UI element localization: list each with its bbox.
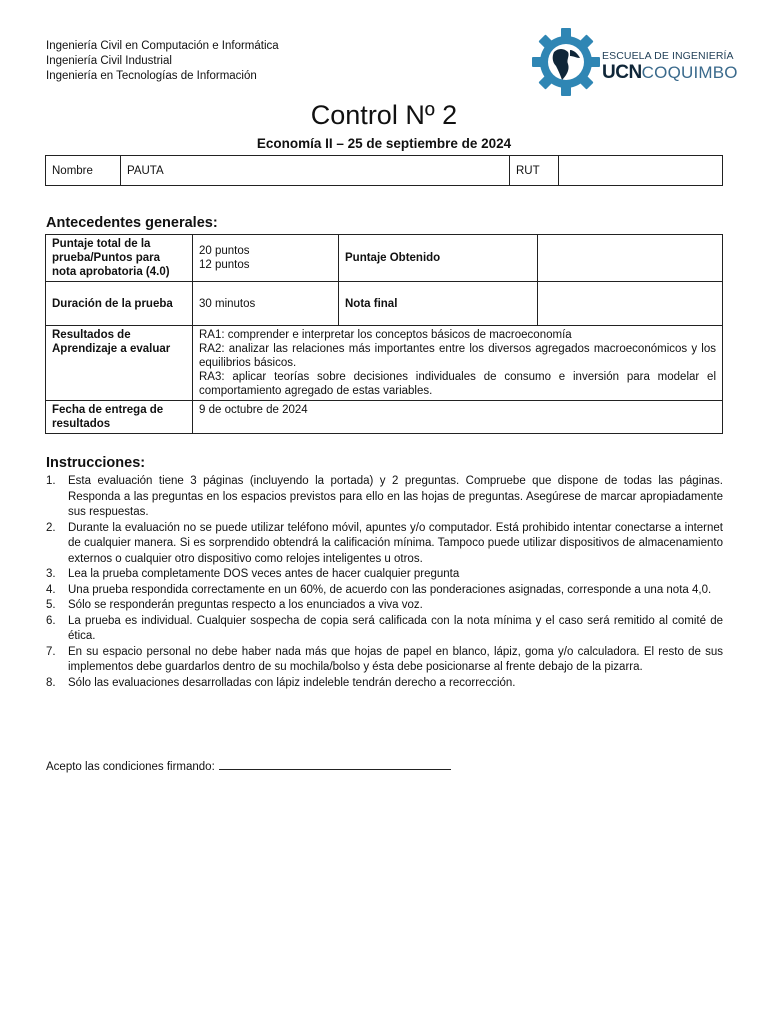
instructions-list (46, 474, 723, 691)
name-label: Nombre (46, 156, 121, 186)
score-values (193, 235, 339, 282)
item-number: 1. (46, 475, 56, 487)
rut-label: RUT (510, 156, 559, 186)
name-value[interactable]: PAUTA (121, 156, 510, 186)
item-text: Durante la evaluación no se puede utilizar teléfono móvil, apuntes y/o computador. Está prohibido intentar conectarse a internet de cualquier manera. Si es sorprendido obtendrá la calificación mínima. Tampoco puede utilizar dispositivos de almacenamiento externos o cualquier otro dispositivo como relojes inteligentes u otros. (68, 521, 723, 565)
item-text: Lea la prueba completamente DOS veces antes de hacer cualquier pregunta (68, 568, 460, 580)
program-line: Ingeniería Civil en Computación e Informática (46, 40, 279, 52)
item-number: 2. (46, 521, 56, 534)
results-list (193, 326, 723, 401)
logo-line: ESCUELA DE INGENIERÍA (602, 50, 734, 62)
signature-label: Acepto las condiciones firmando: (46, 761, 215, 773)
duration-label: Duración de la prueba (46, 282, 193, 326)
result-item: RA1: comprender e interpretar los conceptos básicos de macroeconomía (199, 329, 572, 341)
antecedentes-heading: Antecedentes generales: (46, 215, 218, 231)
list-item (46, 598, 723, 614)
item-number: 7. (46, 645, 56, 658)
list-item (46, 583, 723, 599)
list-item (46, 567, 723, 583)
list-item (46, 614, 723, 645)
school-logo (530, 26, 738, 98)
list-item (46, 474, 723, 521)
item-number: 8. (46, 676, 56, 689)
program-line: Ingeniería Civil Industrial (46, 55, 172, 67)
item-text: Sólo las evaluaciones desarrolladas con lápiz indeleble tendrán derecho a recorrección. (68, 676, 516, 689)
delivery-label: Fecha de entrega de resultados (46, 401, 193, 434)
score-total: 20 puntos (199, 245, 250, 257)
result-item: RA3: aplicar teorías sobre decisiones individuales de consumo e inversión para modelar el comportamiento agregado de estas variables. (199, 371, 716, 397)
rut-value[interactable] (559, 156, 723, 186)
obtained-value[interactable] (538, 235, 723, 282)
page-subtitle: Economía II – 25 de septiembre de 2024 (256, 136, 512, 151)
duration-value: 30 minutos (193, 282, 339, 326)
signature-row (46, 759, 451, 773)
signature-line[interactable] (219, 759, 451, 770)
item-text: Una prueba respondida correctamente en un 60%, de acuerdo con las ponderaciones asignadas, corresponde a una nota 4,0. (68, 583, 712, 596)
instructions-heading: Instrucciones: (46, 455, 146, 471)
list-item (46, 645, 723, 676)
item-text: Sólo se responderán preguntas respecto a los enunciados a viva voz. (68, 599, 423, 611)
antecedentes-table (45, 234, 723, 434)
list-item (46, 521, 723, 568)
item-text: En su espacio personal no debe haber nada más que hojas de papel en blanco, lápiz, goma y/o calculadora. El resto de sus implementos debe guardarlos dentro de su mochila/bolso y ésta debe posicionarse al frente debajo de la pizarra. (68, 645, 723, 673)
gear-globe-icon (530, 26, 602, 98)
student-table (45, 155, 723, 186)
item-number: 3. (46, 568, 56, 580)
program-line: Ingeniería en Tecnologías de Información (46, 70, 257, 82)
results-label: Resultados de Aprendizaje a evaluar (46, 326, 193, 401)
obtained-label: Puntaje Obtenido (339, 235, 538, 282)
list-item (46, 676, 723, 692)
page-title: Control Nº 2 (310, 100, 458, 130)
logo-wordmark (602, 62, 738, 84)
score-label: Puntaje total de la prueba/Puntos para nota aprobatoria (4.0) (46, 235, 193, 282)
score-pass: 12 puntos (199, 259, 250, 271)
program-list (46, 39, 279, 84)
logo-ucn: UCN (602, 62, 642, 83)
final-label: Nota final (339, 282, 538, 326)
item-text: Esta evaluación tiene 3 páginas (incluyendo la portada) y 2 preguntas. Compruebe que dispone de todas las páginas. Responda a las preguntas en los espacios previstos para ello en las hojas de preguntas. Asegúrese de marcar apropiadamente sus respuestas. (68, 475, 723, 518)
item-number: 5. (46, 599, 56, 611)
delivery-value: 9 de octubre de 2024 (193, 401, 723, 434)
item-text: La prueba es individual. Cualquier sospecha de copia será calificada con la nota mínima y el caso será remitido al comité de ética. (68, 614, 723, 642)
item-number: 6. (46, 614, 56, 627)
result-item: RA2: analizar las relaciones más importantes entre los diversos agregados macroeconómicos y los equilibrios básicos. (199, 343, 716, 369)
logo-city: COQUIMBO (641, 63, 738, 82)
item-number: 4. (46, 583, 56, 596)
final-value[interactable] (538, 282, 723, 326)
